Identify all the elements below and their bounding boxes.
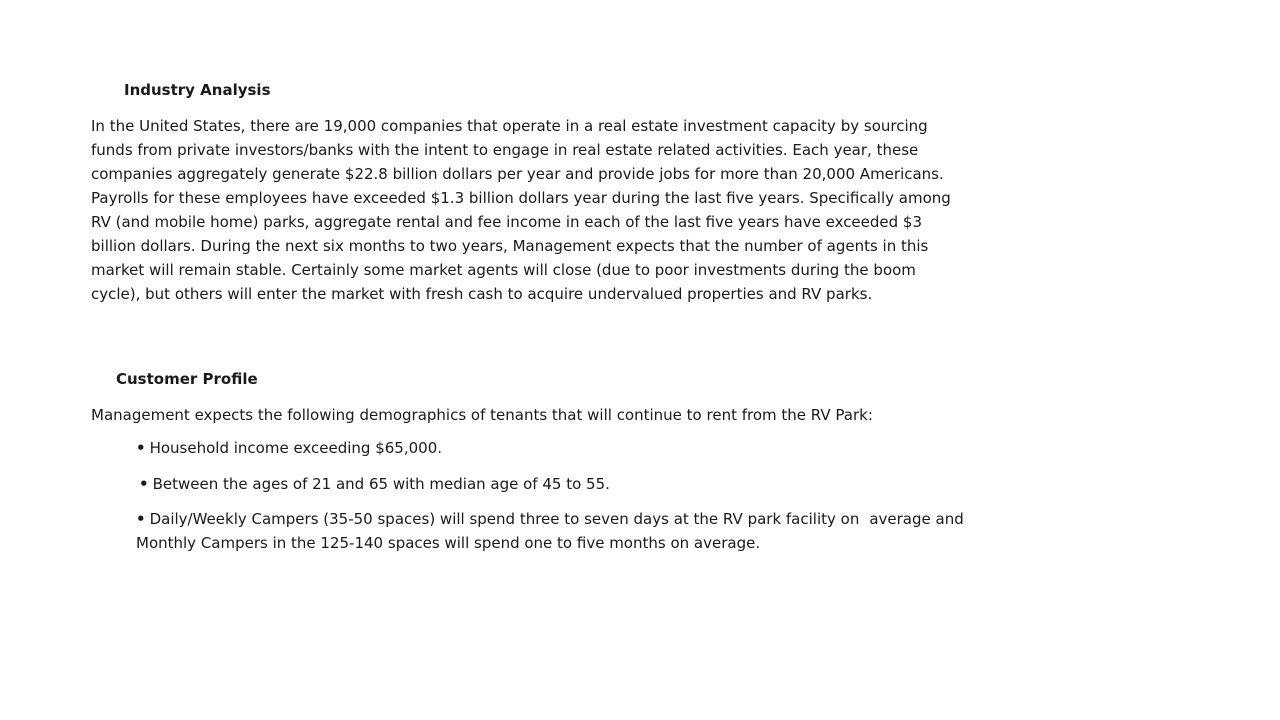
bullet-icon: • (136, 510, 146, 528)
industry-analysis-heading: Industry Analysis (124, 81, 271, 99)
paragraph-line: cycle), but others will enter the market with fresh cash to acquire undervalued properties and RV parks. (91, 285, 873, 303)
bullet-item-ages (139, 472, 610, 496)
customer-profile-intro: Management expects the following demographics of tenants that will continue to rent from the RV Park: (91, 406, 873, 424)
bullet-item-income (136, 436, 442, 460)
bullet-item-campers-continuation: Monthly Campers in the 125-140 spaces will spend one to five months on average. (136, 534, 761, 552)
bullet-icon: • (139, 475, 149, 493)
bullet-text: Between the ages of 21 and 65 with median age of 45 to 55. (152, 475, 610, 493)
paragraph-line: In the United States, there are 19,000 companies that operate in a real estate investment capacity by sourcing (91, 117, 928, 135)
bullet-icon: • (136, 439, 146, 457)
paragraph-line: billion dollars. During the next six months to two years, Management expects that the number of agents in this (91, 237, 929, 255)
industry-analysis-paragraph (91, 114, 971, 306)
paragraph-line: RV (and mobile home) parks, aggregate rental and fee income in each of the last five years have exceeded $3 (91, 213, 923, 231)
paragraph-line: market will remain stable. Certainly some market agents will close (due to poor investments during the boom (91, 261, 916, 279)
bullet-text: Daily/Weekly Campers (35-50 spaces) will spend three to seven days at the RV park facility on (149, 510, 860, 528)
bullet-text-tail: average and (869, 510, 964, 528)
paragraph-line: Payrolls for these employees have exceeded $1.3 billion dollars year during the last five years. Specifically among (91, 189, 951, 207)
paragraph-line: funds from private investors/banks with the intent to engage in real estate related activities. Each year, these (91, 141, 919, 159)
bullet-text: Household income exceeding $65,000. (149, 439, 443, 457)
paragraph-line: companies aggregately generate $22.8 billion dollars per year and provide jobs for more than 20,000 Americans. (91, 165, 944, 183)
customer-profile-heading: Customer Profile (116, 370, 258, 388)
bullet-item-campers (136, 507, 964, 531)
